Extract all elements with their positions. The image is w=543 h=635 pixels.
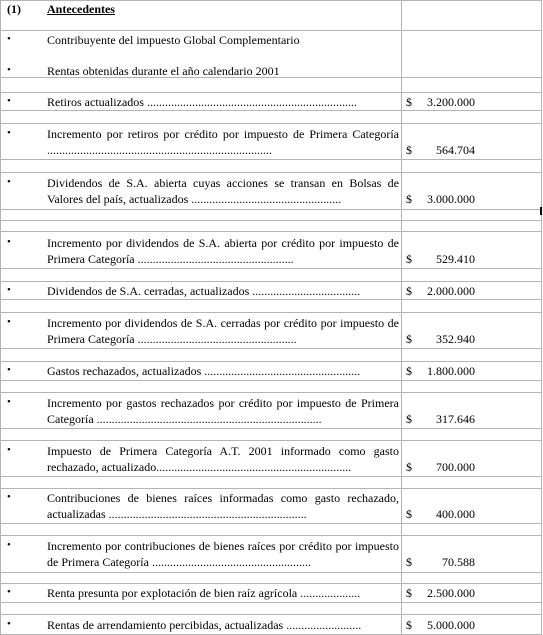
item-contribuciones: Contribuciones de bienes raíces informadas como gasto rechazado, actualizadas .................................................................. <box>47 491 399 521</box>
grid-line <box>0 572 541 573</box>
amount-gastos-rechazados: 1.800.000 <box>427 364 475 378</box>
grid-line <box>0 268 541 269</box>
grid-line <box>0 428 541 429</box>
currency-symbol: $ <box>406 192 412 206</box>
amount-incremento-dividendos-abierta: 529.410 <box>436 252 475 266</box>
bullet-icon: • <box>7 618 11 630</box>
bullet-icon: • <box>7 364 11 376</box>
item-rentas-obtenidas: Rentas obtenidas durante el año calendario 2001 <box>47 64 280 78</box>
margin-mark <box>540 207 542 215</box>
grid-line-middle <box>401 0 402 635</box>
bullet-icon: • <box>7 539 11 551</box>
grid-line <box>0 0 541 1</box>
amount-incremento-retiros: 564.704 <box>436 143 475 157</box>
item-incremento-dividendos-abierta: Incremento por dividendos de S.A. abierta por crédito por impuesto de Primera Categoría .................................................... <box>47 236 399 266</box>
grid-line <box>0 281 541 282</box>
currency-symbol: $ <box>406 95 412 109</box>
grid-line <box>0 30 541 31</box>
grid-line <box>0 380 541 381</box>
currency-symbol: $ <box>406 143 412 157</box>
item-renta-presunta: Renta presunta por explotación de bien raíz agrícola .................... <box>47 586 361 600</box>
grid-line <box>0 220 541 221</box>
bullet-icon: • <box>7 444 11 456</box>
amount-contribuciones: 400.000 <box>436 507 475 521</box>
currency-symbol: $ <box>406 618 412 632</box>
grid-line <box>0 110 541 111</box>
amount-dividendos-cerradas: 2.000.000 <box>427 284 475 298</box>
item-retiros: Retiros actualizados ...................................................................... <box>47 95 357 109</box>
currency-symbol: $ <box>406 586 412 600</box>
section-title: Antecedentes <box>47 2 115 16</box>
currency-symbol: $ <box>406 284 412 298</box>
grid-line <box>0 476 541 477</box>
currency-symbol: $ <box>406 412 412 426</box>
bullet-icon: • <box>7 491 11 503</box>
grid-line <box>0 231 541 232</box>
amount-incremento-contribuciones: 70.588 <box>442 555 475 569</box>
amount-renta-presunta: 2.500.000 <box>427 586 475 600</box>
bullet-icon: • <box>7 95 11 107</box>
currency-symbol: $ <box>406 332 412 346</box>
amount-impuesto-primera: 700.000 <box>436 460 475 474</box>
grid-line <box>0 535 541 536</box>
item-dividendos-bolsas: Dividendos de S.A. abierta cuyas acciones se transan en Bolsas de Valores del país, actualizados .................................................. <box>47 176 399 206</box>
grid-line <box>0 523 541 524</box>
currency-symbol: $ <box>406 507 412 521</box>
grid-line <box>0 614 541 615</box>
item-incremento-gastos: Incremento por gastos rechazados por crédito por impuesto de Primera Categoría ........................................................................... <box>47 396 399 426</box>
bullet-icon: • <box>7 236 11 248</box>
currency-symbol: $ <box>406 555 412 569</box>
grid-line <box>0 361 541 362</box>
grid-line <box>0 159 541 160</box>
bullet-icon: • <box>7 127 11 139</box>
grid-line <box>0 348 541 349</box>
amount-retiros: 3.200.000 <box>427 95 475 109</box>
grid-line-left <box>0 0 1 635</box>
grid-line <box>0 312 541 313</box>
bullet-icon: • <box>7 176 11 188</box>
item-incremento-retiros: Incremento por retiros por crédito por impuesto de Primera Categoría ........................................................................... <box>47 127 399 157</box>
item-impuesto-primera: Impuesto de Primera Categoría A.T. 2001 informado como gasto rechazado, actualizado................................................................. <box>47 444 399 474</box>
section-number: (1) <box>7 2 21 16</box>
grid-line <box>0 123 541 124</box>
currency-symbol: $ <box>406 460 412 474</box>
bullet-icon: • <box>7 33 11 45</box>
item-rentas-arrendamiento: Rentas de arrendamiento percibidas, actualizadas ......................... <box>47 618 362 632</box>
amount-dividendos-bolsas: 3.000.000 <box>427 192 475 206</box>
grid-line <box>0 488 541 489</box>
item-incremento-contribuciones: Incremento por contribuciones de bienes raíces por crédito por impuesto de Primera Categoría ..................................................... <box>47 539 399 569</box>
item-incremento-dividendos-cerradas: Incremento por dividendos de S.A. cerradas por crédito por impuesto de Primera Categoría ..................................................... <box>47 316 399 346</box>
bullet-icon: • <box>7 396 11 408</box>
currency-symbol: $ <box>406 252 412 266</box>
item-contribuyente: Contribuyente del impuesto Global Complementario <box>47 33 300 47</box>
grid-line <box>0 172 541 173</box>
grid-line <box>0 209 541 210</box>
grid-line <box>0 92 541 93</box>
currency-symbol: $ <box>406 364 412 378</box>
bullet-icon: • <box>7 316 11 328</box>
grid-line <box>0 440 541 441</box>
grid-line <box>0 299 541 300</box>
item-dividendos-cerradas: Dividendos de S.A. cerradas, actualizados .................................... <box>47 284 361 298</box>
grid-line-right <box>541 0 542 635</box>
grid-line <box>0 583 541 584</box>
grid-line <box>0 392 541 393</box>
bullet-icon: • <box>7 284 11 296</box>
amount-rentas-arrendamiento: 5.000.000 <box>427 618 475 632</box>
amount-incremento-dividendos-cerradas: 352.940 <box>436 332 475 346</box>
amount-incremento-gastos: 317.646 <box>436 412 475 426</box>
bullet-icon: • <box>7 586 11 598</box>
grid-line <box>0 602 541 603</box>
bullet-icon: • <box>7 64 11 76</box>
item-gastos-rechazados: Gastos rechazados, actualizados .................................................... <box>47 364 361 378</box>
